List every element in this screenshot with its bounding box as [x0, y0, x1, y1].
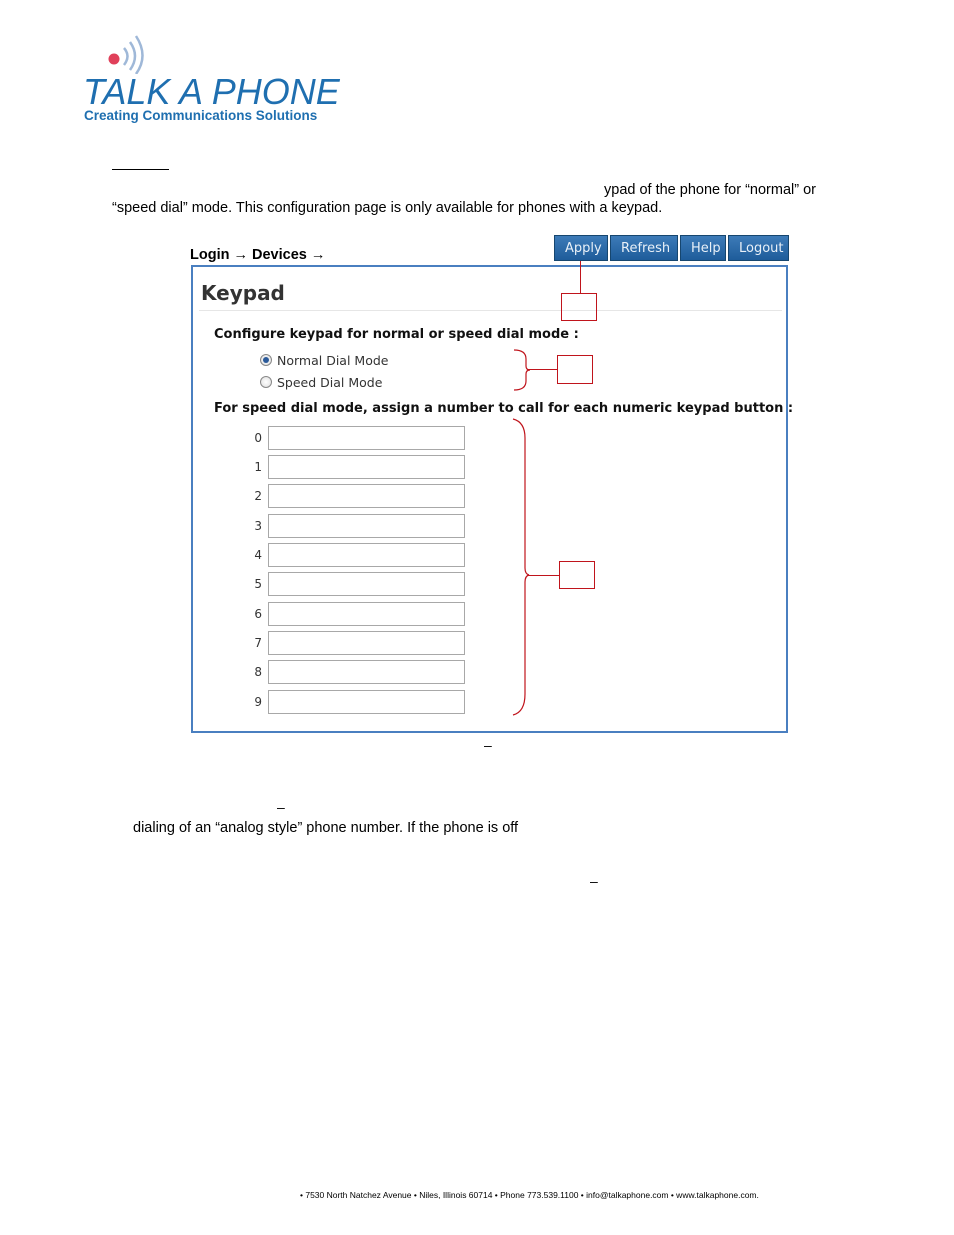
- normal-dial-radio[interactable]: [260, 354, 272, 366]
- keypad-row-0: [252, 426, 465, 450]
- page-title: Keypad: [201, 281, 285, 305]
- callout-line-apply: [580, 261, 581, 293]
- keypad-row-5: [252, 572, 465, 596]
- dash-mark: –: [277, 799, 285, 815]
- keypad-row-3: [252, 514, 465, 538]
- callout-line-keys: [527, 575, 559, 576]
- keypad-row-1: [252, 455, 465, 479]
- title-divider: [199, 310, 782, 311]
- key-label: 9: [254, 695, 262, 709]
- normal-dial-label: Normal Dial Mode: [277, 352, 389, 368]
- footer-address: • 7530 North Natchez Avenue • Niles, Illinois 60714 • Phone 773.539.1100 • info@talkaphone.com • www.talkaphone.com.: [300, 1190, 759, 1200]
- callout-box-keys: [559, 561, 595, 589]
- keypad-row-2: [252, 484, 465, 508]
- key-label: 7: [254, 636, 262, 650]
- key-label: 4: [254, 548, 262, 562]
- speed-dial-input-2[interactable]: [268, 484, 465, 508]
- body-text: dialing of an “analog style” phone number. If the phone is off: [133, 820, 519, 836]
- key-label: 0: [254, 431, 262, 445]
- refresh-button[interactable]: Refresh: [610, 235, 678, 261]
- keypad-row-4: [252, 543, 465, 567]
- logout-button[interactable]: Logout: [728, 235, 789, 261]
- speed-dial-radio[interactable]: [260, 376, 272, 388]
- keypad-row-7: [252, 631, 465, 655]
- callout-bracket-mode: [512, 349, 532, 391]
- logo-title: TALK A PHONE: [83, 71, 340, 112]
- key-label: 1: [254, 460, 262, 474]
- help-button[interactable]: Help: [680, 235, 726, 261]
- speed-dial-input-0[interactable]: [268, 426, 465, 450]
- speed-dial-input-9[interactable]: [268, 690, 465, 714]
- speed-dial-input-3[interactable]: [268, 514, 465, 538]
- heading-underline: [112, 169, 169, 170]
- key-label: 8: [254, 665, 262, 679]
- callout-box-apply: [561, 293, 597, 321]
- key-label: 5: [254, 577, 262, 591]
- key-label: 6: [254, 607, 262, 621]
- apply-button[interactable]: Apply: [554, 235, 608, 261]
- key-label: 2: [254, 489, 262, 503]
- speed-dial-input-5[interactable]: [268, 572, 465, 596]
- logo-subtitle: Creating Communications Solutions: [84, 108, 318, 123]
- speed-dial-input-6[interactable]: [268, 602, 465, 626]
- normal-dial-option[interactable]: [260, 351, 388, 369]
- dash-mark: –: [590, 873, 598, 889]
- speed-dial-option[interactable]: [260, 373, 382, 391]
- keypad-row-6: [252, 602, 465, 626]
- dash-mark: –: [484, 737, 492, 753]
- intro-text-line-2: “speed dial” mode. This configuration page is only available for phones with a keypad.: [112, 200, 663, 216]
- speed-dial-input-1[interactable]: [268, 455, 465, 479]
- toolbar: [554, 235, 789, 261]
- speed-dial-label: Speed Dial Mode: [277, 374, 383, 390]
- breadcrumb: Login → Devices →: [190, 247, 326, 263]
- config-mode-label: Configure keypad for normal or speed dial mode :: [214, 327, 579, 342]
- intro-text-line-1: ypad of the phone for “normal” or: [604, 182, 816, 198]
- callout-bracket-keys: [511, 418, 531, 716]
- callout-box-mode: [557, 355, 593, 384]
- callout-line-mode: [527, 369, 557, 370]
- speed-dial-input-7[interactable]: [268, 631, 465, 655]
- keypad-row-8: [252, 660, 465, 684]
- speed-dial-input-4[interactable]: [268, 543, 465, 567]
- logo-signal-icon: [104, 34, 154, 74]
- speed-dial-input-8[interactable]: [268, 660, 465, 684]
- keypad-row-9: [252, 690, 465, 714]
- speed-dial-assign-label: For speed dial mode, assign a number to call for each numeric keypad button :: [214, 401, 794, 416]
- key-label: 3: [254, 519, 262, 533]
